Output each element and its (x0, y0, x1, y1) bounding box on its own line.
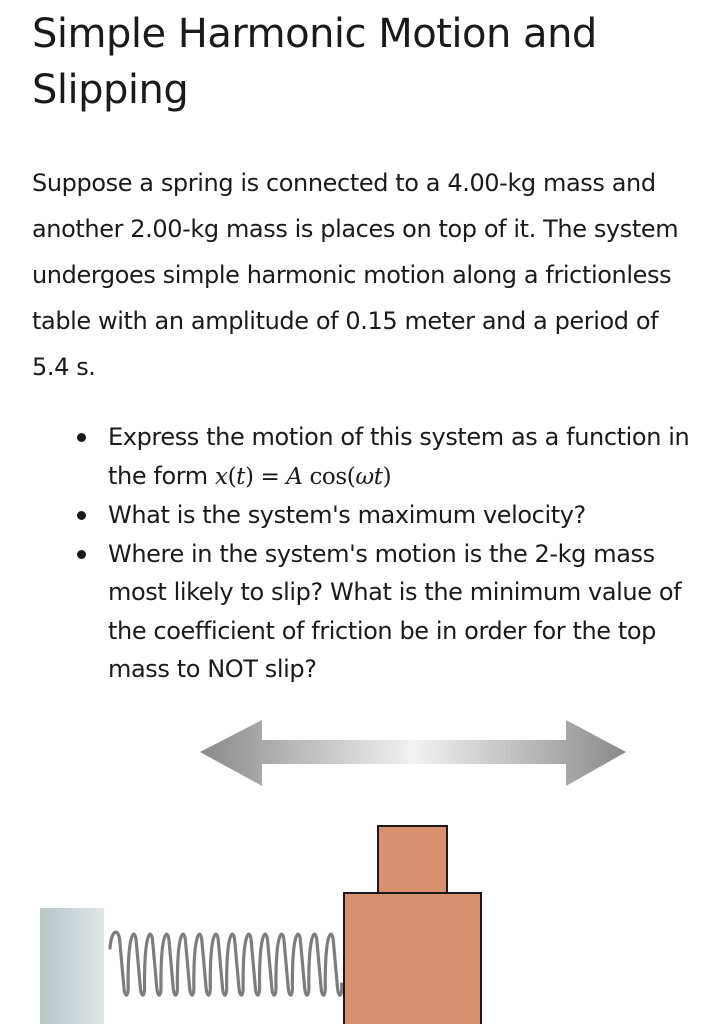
top-mass-2kg (378, 826, 447, 893)
page-title: Simple Harmonic Motion and Slipping (32, 11, 597, 113)
list-item (32, 535, 702, 689)
list-item (32, 496, 702, 535)
double-arrow-icon (200, 720, 626, 786)
question-3-text: Where in the system's motion is the 2-kg mass most likely to slip? What is the minimum value of the coefficient of friction be in order for the top mass to NOT slip? (108, 539, 682, 683)
question-1-text: Express the motion of this system as a function in the form (108, 423, 690, 490)
problem-paragraph: Suppose a spring is connected to a 4.00-kg mass and another 2.00-kg mass is places on top of it. The system undergoes simple harmonic motion along a frictionless table with an amplitude of 0.15 meter and a period of 5.4 s. (32, 169, 679, 381)
spring-icon (110, 932, 342, 995)
spring-mass-figure (0, 700, 722, 1024)
list-item (32, 418, 702, 496)
question-2-text: What is the system's maximum velocity? (108, 501, 586, 529)
motion-formula: x(t) = A cos(ωt) (215, 463, 392, 490)
wall (40, 908, 104, 1024)
question-list (32, 418, 702, 689)
bottom-mass-4kg (344, 893, 481, 1024)
